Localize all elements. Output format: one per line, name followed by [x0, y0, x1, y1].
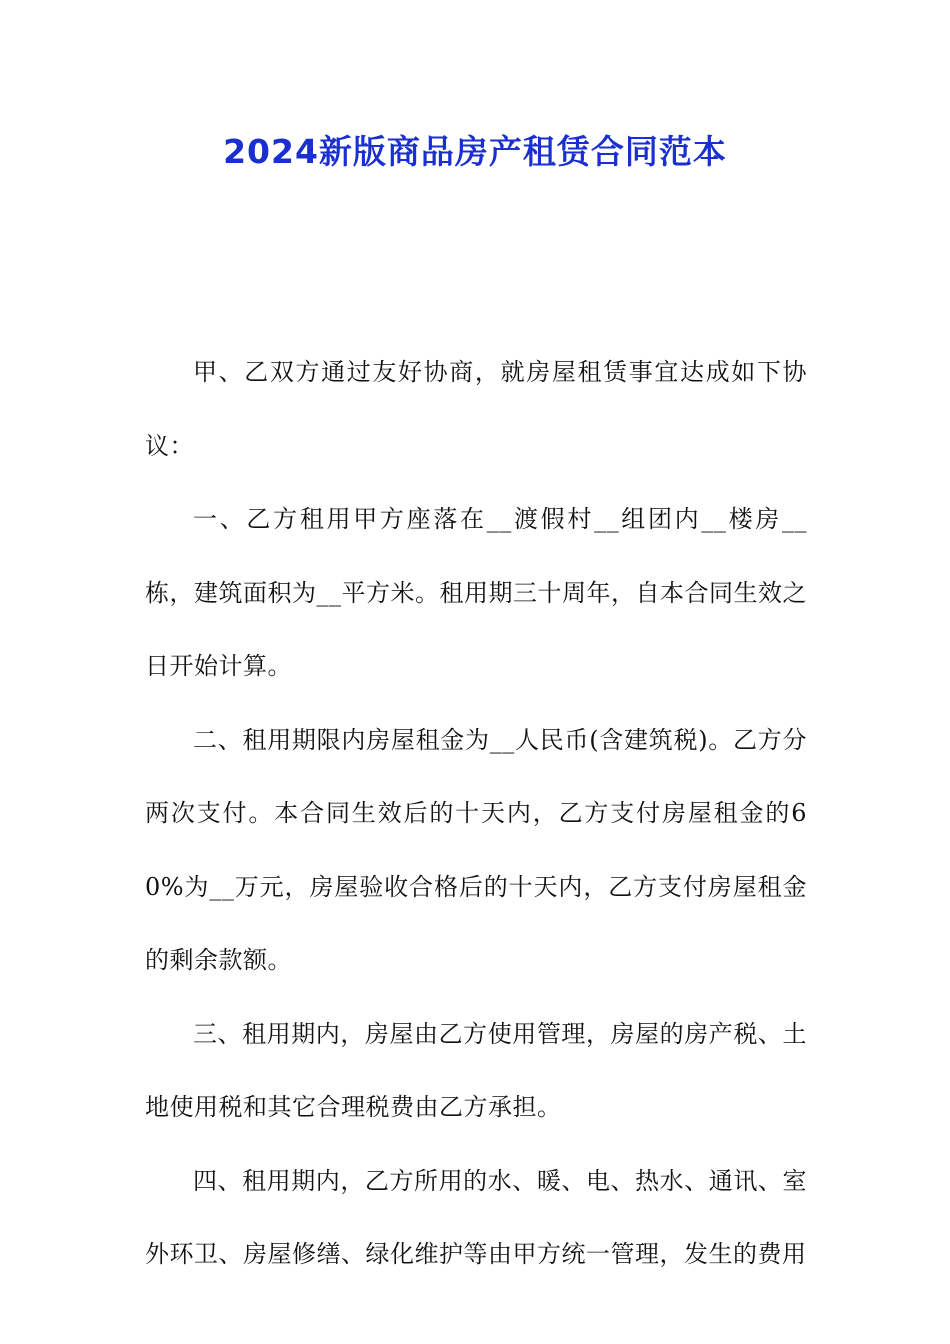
paragraph-clause-1: 一、乙方租用甲方座落在__渡假村__组团内__楼房__栋，建筑面积为__平方米。租用期三十周年，自本合同生效之日开始计算。	[145, 505, 807, 680]
document-body	[145, 336, 807, 1292]
paragraph-clause-4: 四、租用期内，乙方所用的水、暖、电、热水、通讯、室外环卫、房屋修缮、绿化维护等由甲方统一管理，发生的费用	[145, 1166, 807, 1268]
paragraph-clause-2: 二、租用期限内房屋租金为__人民币(含建筑税)。乙方分两次支付。本合同生效后的十天内，乙方支付房屋租金的60%为__万元，房屋验收合格后的十天内，乙方支付房屋租金的剩余款额。	[145, 725, 807, 974]
paragraph-clause-3: 三、租用期内，房屋由乙方使用管理，房屋的房产税、土地使用税和其它合理税费由乙方承担。	[145, 1019, 807, 1121]
paragraph-intro: 甲、乙双方通过友好协商，就房屋租赁事宜达成如下协议：	[145, 358, 807, 460]
document-title: 2024新版商品房产租赁合同范本	[223, 132, 727, 171]
